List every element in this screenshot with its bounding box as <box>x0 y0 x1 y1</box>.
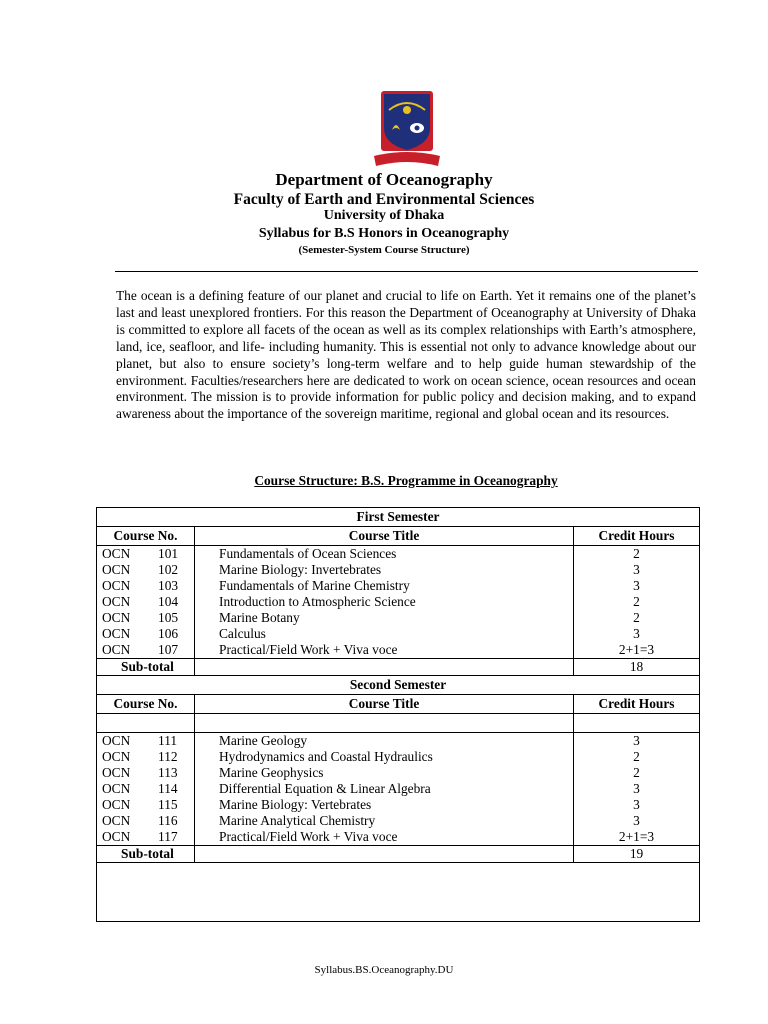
col-course-title: Course Title <box>195 527 574 546</box>
table-row <box>97 578 700 594</box>
course-no <box>97 562 195 578</box>
course-title: Marine Botany <box>195 610 574 626</box>
credit-hours: 2 <box>574 594 700 610</box>
course-no <box>97 781 195 797</box>
course-number: 112 <box>158 749 178 764</box>
course-number: 106 <box>158 626 179 641</box>
course-prefix: OCN <box>102 642 131 657</box>
course-number: 102 <box>158 562 179 577</box>
course-title: Differential Equation & Linear Algebra <box>195 781 574 797</box>
column-header-row <box>97 695 700 714</box>
column-header-row <box>97 527 700 546</box>
course-prefix: OCN <box>102 749 131 764</box>
course-no <box>97 829 195 846</box>
credit-hours: 3 <box>574 578 700 594</box>
table-row <box>97 813 700 829</box>
subtotal-spacer <box>195 659 574 676</box>
course-number: 101 <box>158 546 179 561</box>
course-number: 111 <box>158 733 178 748</box>
course-prefix: OCN <box>102 781 131 796</box>
course-no <box>97 626 195 642</box>
course-number: 115 <box>158 797 178 812</box>
semester-heading-row <box>97 676 700 695</box>
course-prefix: OCN <box>102 813 131 828</box>
course-number: 116 <box>158 813 178 828</box>
col-course-no: Course No. <box>97 695 195 714</box>
course-title: Marine Geology <box>195 733 574 750</box>
table-row <box>97 749 700 765</box>
course-prefix: OCN <box>102 594 131 609</box>
credit-hours: 3 <box>574 813 700 829</box>
subtotal-label: Sub-total <box>97 846 195 863</box>
semester-title: Second Semester <box>97 676 700 695</box>
credit-hours: 2 <box>574 546 700 563</box>
course-no <box>97 749 195 765</box>
course-title: Practical/Field Work + Viva voce <box>195 829 574 846</box>
col-credit-hours: Credit Hours <box>574 695 700 714</box>
table-row <box>97 781 700 797</box>
table-row <box>97 733 700 750</box>
credit-hours: 2 <box>574 610 700 626</box>
course-number: 113 <box>158 765 178 780</box>
intro-paragraph: The ocean is a defining feature of our planet and crucial to life on Earth. Yet it remains one of the planet’s last and least unexplored frontiers. For this reason the Department of Oceanography at University of Dhaka is committed to explore all facets of the ocean as well as its complex relationships with Earth’s atmosphere, land, ice, seafloor, and life- including humanity. This is essential not only to advance knowledge about our planet, but also to ensure society’s long-term welfare and to help guide human stewardship of the environment. Faculties/researchers here are dedicated to work on ocean science, ocean resources and ocean environment. The mission is to provide information for public policy and decision making, and to expand awareness about the importance of the sovereign maritime, regional and global ocean and its resources. <box>116 288 696 422</box>
course-number: 105 <box>158 610 179 625</box>
subtotal-value: 18 <box>574 659 700 676</box>
subtotal-label: Sub-total <box>97 659 195 676</box>
header-divider <box>115 271 698 272</box>
table-row <box>97 594 700 610</box>
course-prefix: OCN <box>102 626 131 641</box>
course-number: 103 <box>158 578 179 593</box>
table-row <box>97 562 700 578</box>
course-no <box>97 733 195 750</box>
credit-hours: 2+1=3 <box>574 642 700 659</box>
course-title: Marine Biology: Invertebrates <box>195 562 574 578</box>
table-row <box>97 626 700 642</box>
course-title: Hydrodynamics and Coastal Hydraulics <box>195 749 574 765</box>
course-no <box>97 765 195 781</box>
course-number: 107 <box>158 642 179 657</box>
course-title: Fundamentals of Marine Chemistry <box>195 578 574 594</box>
department-title: Department of Oceanography <box>275 170 493 189</box>
course-prefix: OCN <box>102 733 131 748</box>
col-course-no: Course No. <box>97 527 195 546</box>
semester-heading-row <box>97 508 700 527</box>
credit-hours: 3 <box>574 781 700 797</box>
course-prefix: OCN <box>102 578 131 593</box>
course-no <box>97 797 195 813</box>
university-logo <box>372 88 442 170</box>
col-credit-hours: Credit Hours <box>574 527 700 546</box>
course-number: 104 <box>158 594 179 609</box>
course-no <box>97 594 195 610</box>
table-row <box>97 829 700 846</box>
course-number: 117 <box>158 829 178 844</box>
table-row <box>97 546 700 563</box>
table-row <box>97 765 700 781</box>
empty-trailing-row <box>97 863 700 922</box>
credit-hours: 2 <box>574 765 700 781</box>
course-no <box>97 546 195 563</box>
credit-hours: 3 <box>574 733 700 750</box>
credit-hours: 3 <box>574 797 700 813</box>
semester-title: First Semester <box>97 508 700 527</box>
course-prefix: OCN <box>102 829 131 844</box>
course-prefix: OCN <box>102 562 131 577</box>
course-no <box>97 642 195 659</box>
credit-hours: 2 <box>574 749 700 765</box>
course-title: Calculus <box>195 626 574 642</box>
syllabus-title: Syllabus for B.S Honors in Oceanography <box>258 226 510 241</box>
table-row <box>97 797 700 813</box>
course-title: Marine Geophysics <box>195 765 574 781</box>
course-no <box>97 610 195 626</box>
subtotal-row <box>97 659 700 676</box>
course-prefix: OCN <box>102 610 131 625</box>
course-title: Marine Analytical Chemistry <box>195 813 574 829</box>
course-prefix: OCN <box>102 765 131 780</box>
col-course-title: Course Title <box>195 695 574 714</box>
university-name: University of Dhaka <box>323 208 445 223</box>
subtotal-value: 19 <box>574 846 700 863</box>
course-title: Introduction to Atmospheric Science <box>195 594 574 610</box>
credit-hours: 3 <box>574 626 700 642</box>
subtotal-row <box>97 846 700 863</box>
course-no <box>97 813 195 829</box>
subtotal-spacer <box>195 846 574 863</box>
course-structure-title: Course Structure: B.S. Programme in Oceanography <box>254 473 558 488</box>
credit-hours: 2+1=3 <box>574 829 700 846</box>
structure-note: (Semester-System Course Structure) <box>298 244 470 256</box>
faculty-title: Faculty of Earth and Environmental Sciences <box>233 191 535 208</box>
course-number: 114 <box>158 781 178 796</box>
course-table <box>96 507 700 922</box>
table-row <box>97 642 700 659</box>
course-title: Practical/Field Work + Viva voce <box>195 642 574 659</box>
course-prefix: OCN <box>102 546 131 561</box>
course-title: Marine Biology: Vertebrates <box>195 797 574 813</box>
credit-hours: 3 <box>574 562 700 578</box>
course-no <box>97 578 195 594</box>
page-footer: Syllabus.BS.Oceanography.DU <box>314 964 454 976</box>
blank-row <box>97 714 700 733</box>
table-row <box>97 610 700 626</box>
course-title: Fundamentals of Ocean Sciences <box>195 546 574 563</box>
course-prefix: OCN <box>102 797 131 812</box>
